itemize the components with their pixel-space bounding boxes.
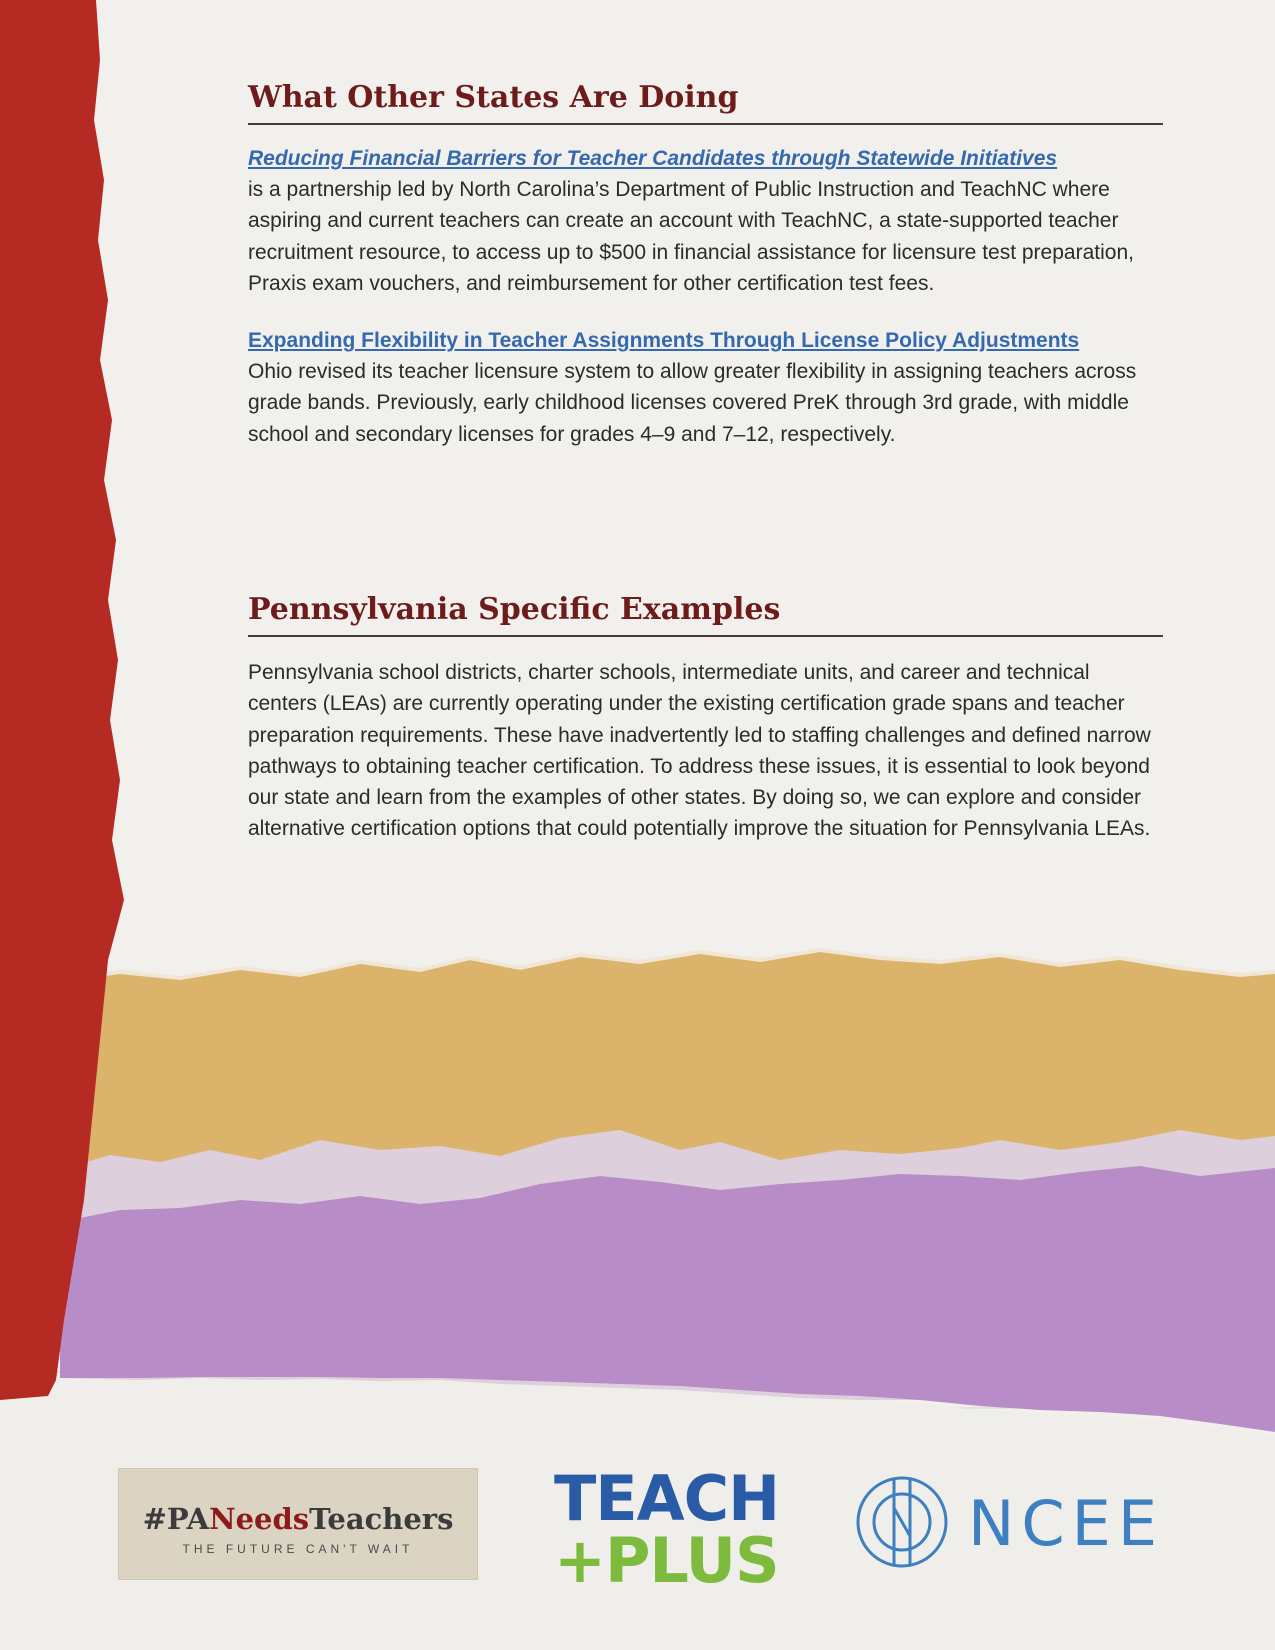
example-body: Ohio revised its teacher licensure system to allow greater flexibility in assigning teachers across grade bands. Previously, early childhood licenses covered PreK through 3rd grade, with middle school and secondary licenses for grades 4–9 and 7–12, respectively. (248, 360, 1137, 446)
example-item (248, 325, 1163, 450)
ohio-link[interactable]: Expanding Flexibility in Teacher Assignments Through License Policy Adjustments (248, 329, 1080, 353)
section-pennsylvania (248, 592, 1163, 845)
ncee-mark-icon (854, 1474, 950, 1570)
hashtag-part: Needs (209, 1502, 310, 1536)
example-item (248, 143, 1163, 299)
pa-needs-teachers-logo (118, 1468, 478, 1580)
example-body: is a partnership led by North Carolina’s Department of Public Instruction and TeachNC where aspiring and current teachers can create an account with TeachNC, a state-supported teacher recruitment resource, to access up to $500 in financial assistance for licensure test preparation, Praxis exam vouchers, and reimbursement for other certification test fees. (248, 178, 1134, 295)
hashtag-title (118, 1502, 478, 1536)
hashtag-part: Teachers (309, 1502, 454, 1536)
section-heading: Pennsylvania Specific Examples (248, 592, 1163, 637)
teach-plus-line2: +PLUS (554, 1524, 779, 1597)
hashtag-part: #PA (142, 1502, 210, 1536)
ncee-wordmark: NCEE (968, 1487, 1165, 1560)
hashtag-tagline: THE FUTURE CAN'T WAIT (182, 1542, 414, 1556)
section-heading: What Other States Are Doing (248, 80, 1163, 125)
teach-plus-logo (554, 1462, 802, 1597)
north-carolina-link[interactable]: Reducing Financial Barriers for Teacher Candidates through Statewide Initiatives (248, 147, 1058, 170)
section-body: Pennsylvania school districts, charter schools, intermediate units, and career and technical centers (LEAs) are currently operating under the existing certification grade spans and teacher preparation requirements. These have inadvertently led to staffing challenges and defined narrow pathways to obtaining teacher certification. To address these issues, it is essential to look beyond our state and learn from the examples of other states. By doing so, we can explore and consider alternative certification options that could potentially improve the situation for Pennsylvania LEAs. (248, 661, 1151, 841)
section-other-states (248, 80, 1163, 476)
teach-plus-line1: TEACH (554, 1462, 780, 1535)
